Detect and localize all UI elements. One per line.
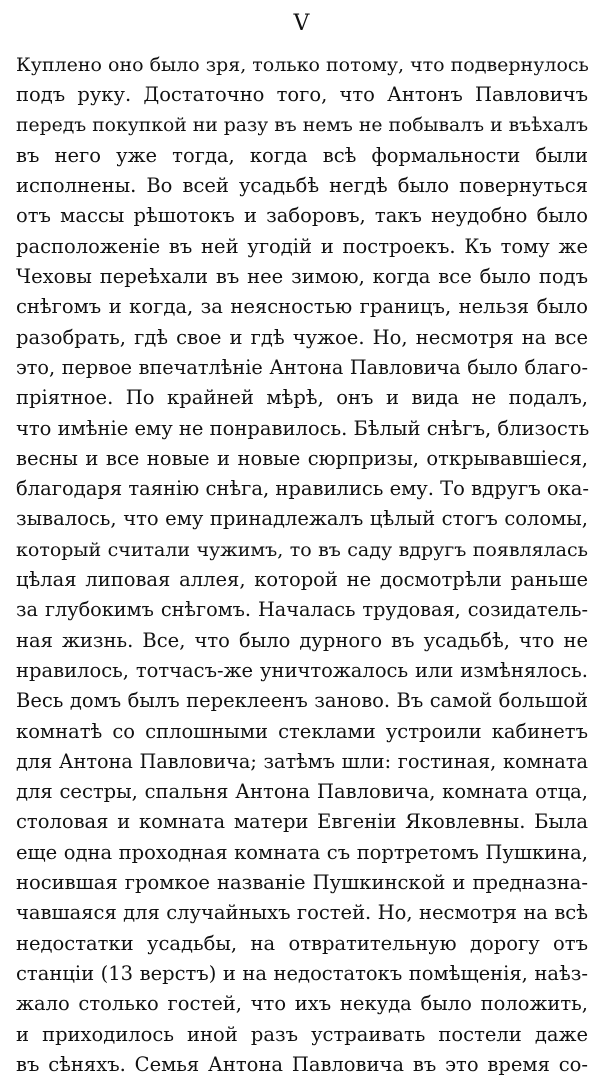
text-line: цѣлая липовая аллея, которой не досмотрѣли раньше [16, 568, 588, 592]
text-line: благодаря таянію снѣга, нравились ему. То вдругъ ока- [16, 477, 589, 501]
text-line: комнатѣ со сплошными стеклами устроили кабинетъ [16, 719, 588, 743]
text-line: для сестры, спальня Антона Павловича, комната отца, [16, 780, 588, 804]
text-line: весны и все новые и новые сюрпризы, открывавшіеся, [16, 446, 588, 470]
text-line: столовая и комната матери Евгеніи Яковлевны. Была [16, 810, 588, 834]
text-line: нравилось, тотчасъ-же уничтожалось или измѣнялось. [16, 658, 588, 682]
text-line: и приходилось иной разъ устраивать постели даже [16, 1022, 588, 1046]
text-line: станціи (13 верстъ) и на недостатокъ помѣщенія, наѣз- [16, 961, 588, 985]
text-line: который считали чужимъ, то въ саду вдругъ появлялась [16, 538, 588, 561]
text-line: чавшаяся для случайныхъ гостей. Но, несмотря на всѣ [16, 901, 588, 925]
text-line: ная жизнь. Все, что было дурного въ усадьбѣ, что не [16, 628, 588, 652]
text-line: что имѣніе ему не понравилось. Бѣлый снѣгъ, близость [16, 416, 590, 440]
text-line: недостатки усадьбы, на отвратительную дорогу отъ [16, 931, 588, 955]
text-line: это, первое впечатлѣніе Антона Павловича было благо- [16, 355, 588, 379]
text-line: Весь домъ былъ переклеенъ заново. Въ самой большой [16, 689, 588, 713]
text-line: исполнены. Во всей усадьбѣ негдѣ было повернуться [16, 174, 588, 198]
text-line: носившая громкое названіе Пушкинской и предназна- [16, 871, 588, 895]
text-line: снѣгомъ и когда, за неясностью границъ, нельзя было [16, 295, 588, 319]
text-line: для Антона Павловича; затѣмъ шли: гостиная, комната [16, 749, 588, 773]
text-line: разобрать, гдѣ свое и гдѣ чужое. Но, несмотря на все [16, 325, 588, 349]
text-line: еще одна проходная комната съ портретомъ Пушкина, [16, 840, 588, 864]
text-line: пріятное. По крайней мѣрѣ, онъ и вида не подалъ, [16, 386, 588, 410]
text-line: зывалось, что ему принадлежалъ цѣлый стогъ соломы, [16, 507, 588, 531]
text-line: расположеніе въ ней угодій и построекъ. Къ тому же [16, 234, 588, 258]
text-line: въ него уже тогда, когда всѣ формальности были [16, 143, 588, 167]
text-line: передъ покупкой ни разу въ немъ не побывалъ и въѣхалъ [16, 114, 588, 136]
text-line: Куплено оно было зря, только потому, что подвернулось [16, 54, 589, 76]
text-line: въ сѣняхъ. Семья Антона Павловича въ это время со- [16, 1052, 588, 1076]
chapter-heading: V [293, 11, 311, 36]
text-line: отъ массы рѣшотокъ и заборовъ, такъ неудобно было [16, 204, 588, 228]
text-line: Чеховы переѣхали въ нее зимою, когда все было подъ [16, 265, 588, 289]
text-line: подъ руку. Достаточно того, что Антонъ Павловичъ [16, 83, 588, 107]
body-paragraph [16, 50, 588, 1080]
text-line: за глубокимъ снѣгомъ. Началась трудовая, созидатель- [16, 598, 588, 622]
text-line: жало столько гостей, что ихъ некуда было положить, [16, 992, 588, 1016]
